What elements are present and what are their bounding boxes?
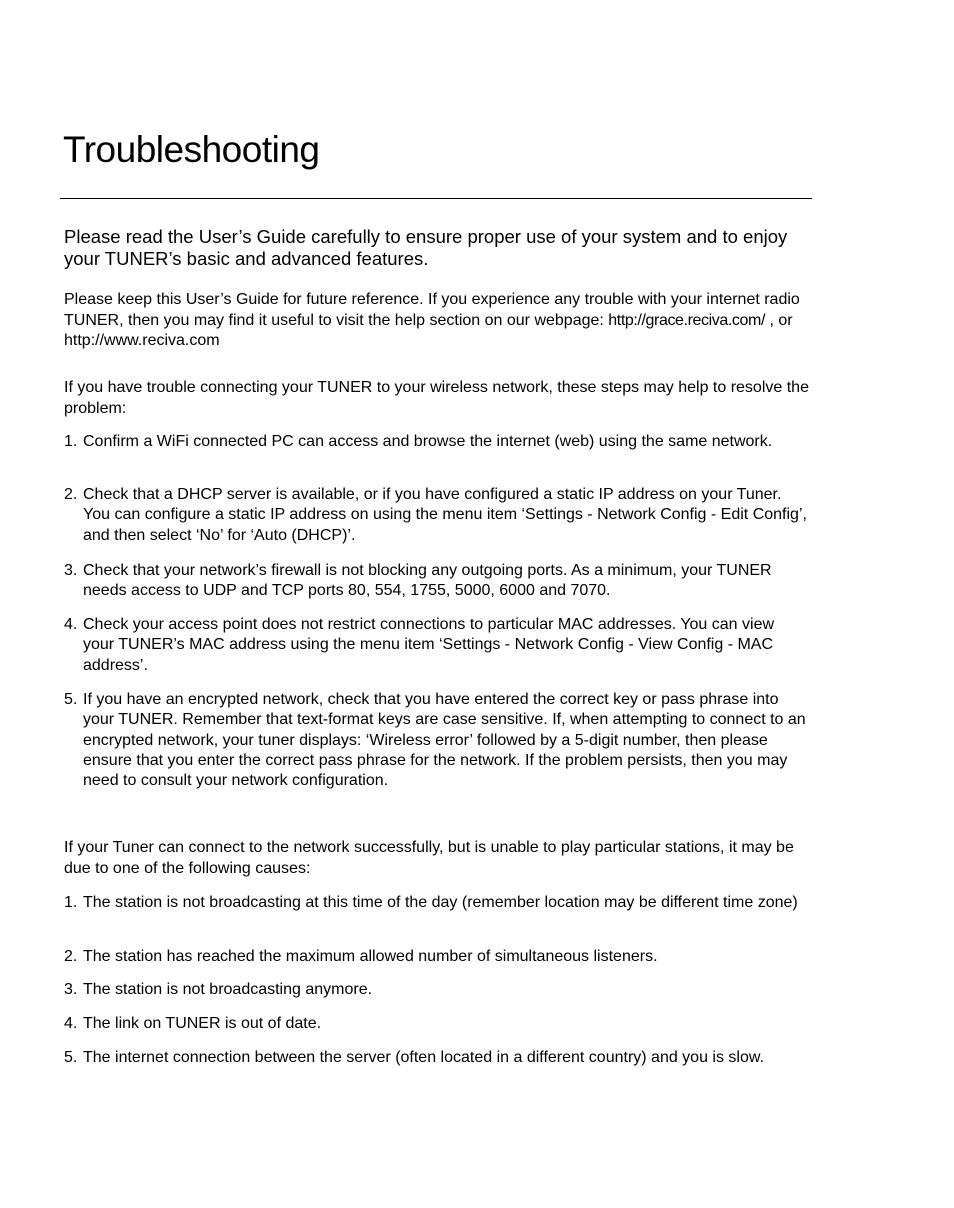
title-divider xyxy=(60,198,812,199)
help-paragraph xyxy=(64,290,809,352)
list-item: 5. The internet connection between the server (often located in a different country) and you is slow. xyxy=(64,1049,764,1066)
network-lead: If you have trouble connecting your TUNER to your wireless network, these steps may help to resolve the problem: xyxy=(64,379,809,417)
page-title: Troubleshooting xyxy=(63,129,320,170)
help-link[interactable]: http://grace.reciva.com/ xyxy=(608,311,765,329)
list-item: 4. Check your access point does not restrict connections to particular MAC addresses. You can view your TUNER’s MAC address using the menu item ‘Settings - Network Config - View Config - MAC address’. xyxy=(64,616,775,674)
list-item: 3. Check that your network’s firewall is not blocking any outgoing ports. As a minimum, your TUNER needs access to UDP and TCP ports 80, 554, 1755, 5000, 6000 and 7070. xyxy=(64,562,772,600)
list-item: 4. The link on TUNER is out of date. xyxy=(64,1015,322,1032)
list-item: 3. The station is not broadcasting anymore. xyxy=(64,981,373,998)
stations-lead: If your Tuner can connect to the network successfully, but is unable to play particular stations, it may be due to one of the following causes: xyxy=(64,839,794,877)
list-item: 1. The station is not broadcasting at this time of the day (remember location may be different time zone) xyxy=(64,894,798,911)
list-item: 2. Check that a DHCP server is available, or if you have configured a static IP address on your Tuner. You can configure a static IP address on using the menu item ‘Settings - Network Config - Edit Config’, and then select ‘No’ for ‘Auto (DHCP)’. xyxy=(64,486,807,544)
alt-link-text: , or http://www.reciva.com xyxy=(64,311,793,349)
list-item: 5. If you have an encrypted network, check that you have entered the correct key or pass phrase into your TUNER. Remember that text-format keys are case sensitive. If, when attempting to connect to an encrypted network, your tuner displays: ‘Wireless error’ followed by a 5-digit number, then please ensure that you enter the correct pass phrase for the network. If the problem persists, then you may need to consult your network configuration. xyxy=(64,691,806,790)
list-item: 2. The station has reached the maximum allowed number of simultaneous listeners. xyxy=(64,948,658,965)
list-item: 1. Confirm a WiFi connected PC can access and browse the internet (web) using the same network. xyxy=(64,433,773,450)
help-text: Please keep this User’s Guide for future reference. If you experience any trouble with your internet radio TUNER, then you may find it useful to visit the help section on our webpage: xyxy=(64,291,800,329)
intro-paragraph: Please read the User’s Guide carefully to ensure proper use of your system and to enjoy your TUNER’s basic and advanced features. xyxy=(64,226,788,269)
